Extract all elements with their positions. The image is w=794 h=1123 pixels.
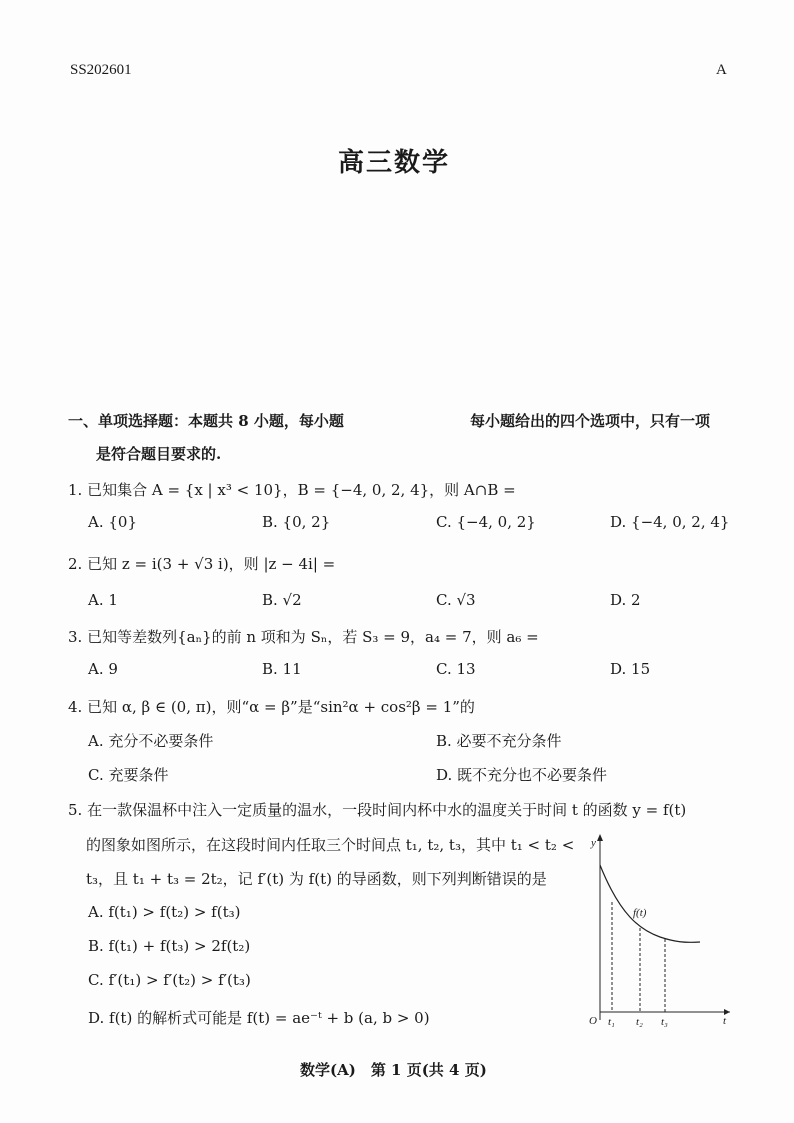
curve-f xyxy=(600,865,700,942)
page-title: 高三数学 xyxy=(338,148,451,178)
q4-option-b: B. 必要不充分条件 xyxy=(436,732,562,750)
curve-label: f(t) xyxy=(633,907,647,919)
question-5-stem-line2: 的图象如图所示，在这段时间内任取三个时间点 t₁, t₂, t₃，其中 t₁ < t₂ < xyxy=(86,836,575,854)
question-4-stem: 4. 已知 α, β ∈ (0, π)，则“α = β”是“sin²α + cos²β = 1”的 xyxy=(68,698,475,716)
section-heading-cont: 每小题给出的四个选项中，只有一项 xyxy=(470,412,711,430)
question-1-stem: 1. 已知集合 A = {x | x³ < 10}，B = {−4, 0, 2, 4}，则 A∩B = xyxy=(68,481,516,499)
q2-option-a: A. 1 xyxy=(88,591,118,609)
q5-option-a: A. f(t₁) > f(t₂) > f(t₃) xyxy=(88,903,241,921)
q1-option-c: C. {−4, 0, 2} xyxy=(436,513,536,531)
tick-t2: t₂ xyxy=(636,1016,643,1028)
q1-option-d: D. {−4, 0, 2, 4} xyxy=(610,513,730,531)
question-5-stem-line3: t₃，且 t₁ + t₃ = 2t₂，记 f′(t) 为 f(t) 的导函数，则下列判断错误的是 xyxy=(86,870,547,888)
q1-option-b: B. {0, 2} xyxy=(262,513,331,531)
q5-option-b: B. f(t₁) + f(t₃) > 2f(t₂) xyxy=(88,937,251,955)
q4-option-a: A. 充分不必要条件 xyxy=(88,732,214,750)
question-2-stem: 2. 已知 z = i(3 + √3 i)，则 |z − 4i| = xyxy=(68,555,336,573)
q3-option-b: B. 11 xyxy=(262,660,302,678)
section-heading: 一、单项选择题：本题共 8 小题，每小题 xyxy=(68,412,344,430)
q2-option-d: D. 2 xyxy=(610,591,641,609)
question-3-stem: 3. 已知等差数列{aₙ}的前 n 项和为 Sₙ，若 S₃ = 9，a₄ = 7，则 a₆ = xyxy=(68,628,539,646)
q4-option-d: D. 既不充分也不必要条件 xyxy=(436,766,608,784)
tick-t3: t₃ xyxy=(661,1016,668,1028)
q2-option-c: C. √3 xyxy=(436,591,476,609)
q3-option-a: A. 9 xyxy=(88,660,118,678)
q4-option-c: C. 充要条件 xyxy=(88,766,169,784)
origin-label: O xyxy=(589,1015,597,1027)
paper-version: A xyxy=(716,62,727,78)
x-label: t xyxy=(723,1015,727,1027)
q5-option-d: D. f(t) 的解析式可能是 f(t) = ae⁻ᵗ + b (a, b > 0) xyxy=(88,1009,430,1027)
question-5-stem: 5. 在一款保温杯中注入一定质量的温水，一段时间内杯中水的温度关于时间 t 的函数 y = f(t) xyxy=(68,801,687,819)
tick-t1: t₁ xyxy=(608,1016,615,1028)
q2-option-b: B. √2 xyxy=(262,591,302,609)
function-graph xyxy=(575,830,735,1030)
q3-option-d: D. 15 xyxy=(610,660,651,678)
y-label: y xyxy=(591,837,596,849)
y-axis-arrow xyxy=(597,834,603,841)
q3-option-c: C. 13 xyxy=(436,660,476,678)
section-heading-line2: 是符合题目要求的. xyxy=(96,445,222,463)
exam-code: SS202601 xyxy=(70,62,132,78)
page-footer: 数学(A) 第 1 页(共 4 页) xyxy=(300,1061,487,1079)
q1-option-a: A. {0} xyxy=(88,513,137,531)
q5-option-c: C. f′(t₁) > f′(t₂) > f′(t₃) xyxy=(88,971,251,989)
